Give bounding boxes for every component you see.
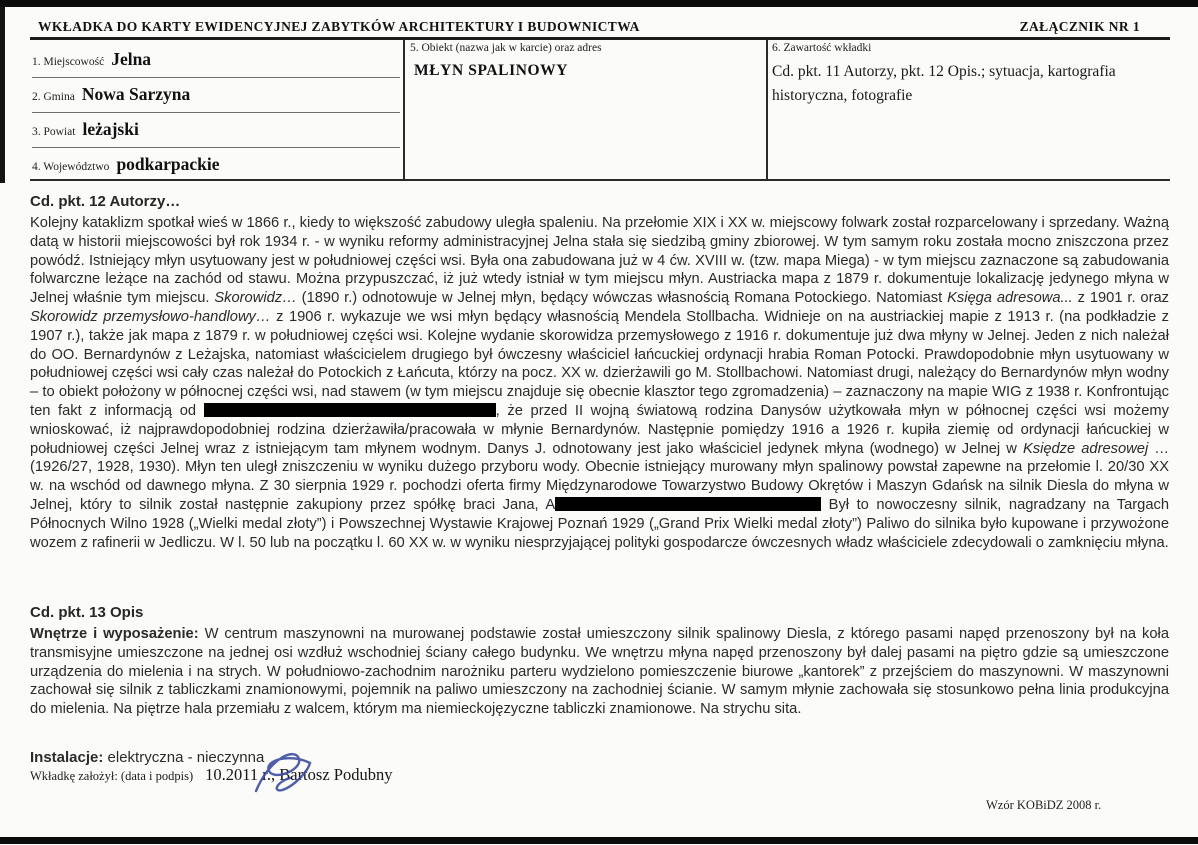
text-segment: (1890 r.) odnotowuje w Jelnej młyn, będący wówczas własnością Romana Potockiego. Natomiast — [296, 290, 948, 307]
field-label: 3. Powiat — [32, 126, 76, 138]
section-12-paragraph — [30, 214, 1169, 552]
founder-date-and-name: 10.2011 r., Bartosz Podubny — [205, 765, 393, 784]
field-row-powiat — [32, 114, 400, 148]
redaction-bar — [204, 403, 496, 417]
text-segment: z 1906 r. wykazuje we wsi młyn będący własnością Mendela Stollbacha. Widnieje on na austriackiej mapie z 1913 r. (na podkładzie z 1907 r.), także jak mapa z 1879 r. w południowej części wsi. Kolejne wydanie skorowidza przemysłowego z 1916 r. dokumentuje już dwa młyny w Jelnej. Jeden z nich należał do OO. Bernardynów z Leżajska, natomiast właścicielem drugiego był ówczesny właściciel łańcuckiej ordynacji hrabia Roman Potocki. Prawdopodobnie młyn usytuowany w południowej części wsi cały czas należał do Potockich z Łańcuta, którzy na pocz. XX w. dzierżawili go M. Stollbachowi. Natomiast drugi, należący do Bernardynów młyn wodny – to obiekt położony w północnej części wsi, nad stawem (w tym miejscu znajduje się obecnie klasztor tego zgromadzenia) – zaznaczony na mapie WIG z 1938 r. Konfrontując ten fakt z informacją od — [30, 308, 1169, 419]
text-segment: Wnętrze i wyposażenie: — [30, 626, 199, 642]
form-template-note: Wzór KOBiDZ 2008 r. — [986, 798, 1102, 812]
text-segment: elektryczna - nieczynna — [103, 749, 265, 766]
section-12-heading: Cd. pkt. 12 Autorzy… — [30, 193, 181, 210]
text-segment: Kolejny kataklizm spotkał wieś w 1866 r., kiedy to większość zabudowy uległa spaleniu. Na przełomie XIX i XX w. miejscowy folwark został rozparcelowany i sprzedany. Ważną datą w historii miejscowości był rok 1934 r. - w wyniku reformy administracyjnej Jelna stała się siedzibą gminy zbiorowej. W tym samym roku została mocno zniszczona przez powódź. Istniejący młyn usytuowany jest w południowej części wsi. Była ona zabudowana już w 4 ćw. XVIII w. (tzw. mapa Miega) - w tym miejscu zaznaczone są zabudowania folwarczne leżące na zachód od stawu. Można przypuszczać, iż już wtedy istniał w tym miejscu młyn. Austriacka mapa z 1879 r. dokumentuje lokalizację jedynego młyna w Jelnej właśnie tym miejscu. — [30, 215, 1169, 307]
field-label: 2. Gmina — [32, 91, 75, 103]
scan-artifact-top — [0, 0, 1198, 7]
annex-label: ZAŁĄCZNIK NR 1 — [1019, 19, 1140, 34]
object-cell-label: 5. Obiekt (nazwa jak w karcie) oraz adres — [410, 42, 602, 54]
contents-cell-value: Cd. pkt. 11 Autorzy, pkt. 12 Opis.; sytuacja, kartografia historyczna, fotografie — [772, 63, 1116, 104]
text-segment: Skorowidz przemysłowo-handlowy… — [30, 308, 271, 325]
text-segment: Księga adresowa... — [947, 290, 1073, 307]
table-divider-1 — [403, 40, 405, 180]
object-name: MŁYN SPALINOWY — [414, 62, 569, 79]
field-value: Jelna — [111, 49, 152, 69]
text-segment: …(1926/27, 1928, 1930). Młyn ten uległ zniszczeniu w wyniku dużego przyboru wody. Obecnie istniejący murowany młyn spalinowy powstał zapewne na przełomie l. 20/30 XX w. na wschód od dawnego młyna. Z 30 sierpnia 1929 r. pochodzi oferta firmy Międzynarodowe Towarzystwo Budowy Okrętów i Maszyn Gdańsk na silnik Diesla do młyna w Jelnej, który to silnik został następnie zakupiony przez spółkę braci Jana, A — [30, 440, 1169, 513]
section-13-heading: Cd. pkt. 13 Opis — [30, 604, 144, 621]
contents-cell-label: 6. Zawartość wkładki — [772, 42, 872, 54]
section-13-paragraph — [30, 625, 1169, 719]
text-segment: Księdze adresowej — [1022, 440, 1149, 457]
founder-label: Wkładkę założył: (data i podpis) — [30, 769, 194, 783]
document-title: WKŁADKA DO KARTY EWIDENCYJNEJ ZABYTKÓW ARCHITEKTURY I BUDOWNICTWA — [38, 19, 640, 34]
header-rule — [30, 37, 1170, 40]
field-value: leżajski — [82, 119, 139, 139]
installations-line — [30, 749, 264, 766]
field-value: Nowa Sarzyna — [81, 84, 191, 104]
field-row-gmina — [32, 79, 400, 113]
field-row-miejscowosc — [32, 44, 400, 78]
table-divider-2 — [766, 40, 768, 180]
scan-artifact-left — [0, 7, 5, 183]
field-row-wojewodztwo — [32, 149, 400, 183]
text-segment: Skorowidz… — [214, 290, 297, 307]
field-value: podkarpackie — [116, 154, 220, 174]
text-segment: z 1901 r. oraz — [1072, 290, 1169, 307]
text-segment: Był to nowoczesny silnik, nagradzany na Targach Północnych Wilno 1928 („Wielki medal złoty”) i Powszechnej Wystawie Krajowej Poznań 1929 („Grand Prix Wielki medal złoty”) Paliwo do silnika było kupowane i przywożone wozem z rafinerii w Jedliczu. W l. 50 lub na początku l. 60 XX w. w wyniku niesprzyjającej polityki gospodarcze ówczesnych władz właściciele zdecydowali o zamknięciu młyna. — [30, 496, 1170, 551]
text-segment: W centrum maszynowni na murowanej podstawie został umieszczony silnik spalinowy Diesla, z którego pasami napęd przenoszony był na koła transmisyjne umieszczone na jednej osi wzdłuż wschodniej ściany całego budynku. We wnętrzu młyna napęd przenoszony był dalej pasami na piętro gdzie są umieszczone urządzenia do mielenia i na strych. W południowo-zachodnim narożniku parteru wydzielono pomieszczenie biurowe „kantorek” z przejściem do maszynowni. W maszynowni zachował się silnik z tabliczkami znamionowymi, pojemnik na paliwo umieszczony na zachodniej ścianie. W samym młynie zachowała się stosunkowo pełna linia produkcyjna do mielenia. Na piętrze hala przemiału z walcem, którym ma niemieckojęzyczne tabliczki znamionowe. Na strychu sita. — [30, 626, 1169, 718]
redaction-bar — [555, 497, 821, 511]
text-segment: , że przed II wojną światową rodzina Danysów użytkowała młyn w północnej części wsi możemy wnioskować, iż najprawdopodobniej rodzina dzierżawiła/pracowała w młynie Bernardynów. Następnie pomiędzy 1916 a 1926 r. kupiła ziemię od ordynacji łańcuckiej w południowej części Jelnej wraz z istniejącym tam młynem wodnym. Danys J. odnotowany jest jako właściciel jedynek młyna (wodnego) w Jelnej w — [30, 402, 1169, 457]
founder-line — [30, 765, 392, 785]
scan-artifact-bottom — [0, 837, 1198, 844]
field-label: 1. Miejscowość — [32, 56, 105, 68]
field-label: 4. Województwo — [32, 161, 110, 173]
text-segment: Instalacje: — [30, 749, 104, 766]
